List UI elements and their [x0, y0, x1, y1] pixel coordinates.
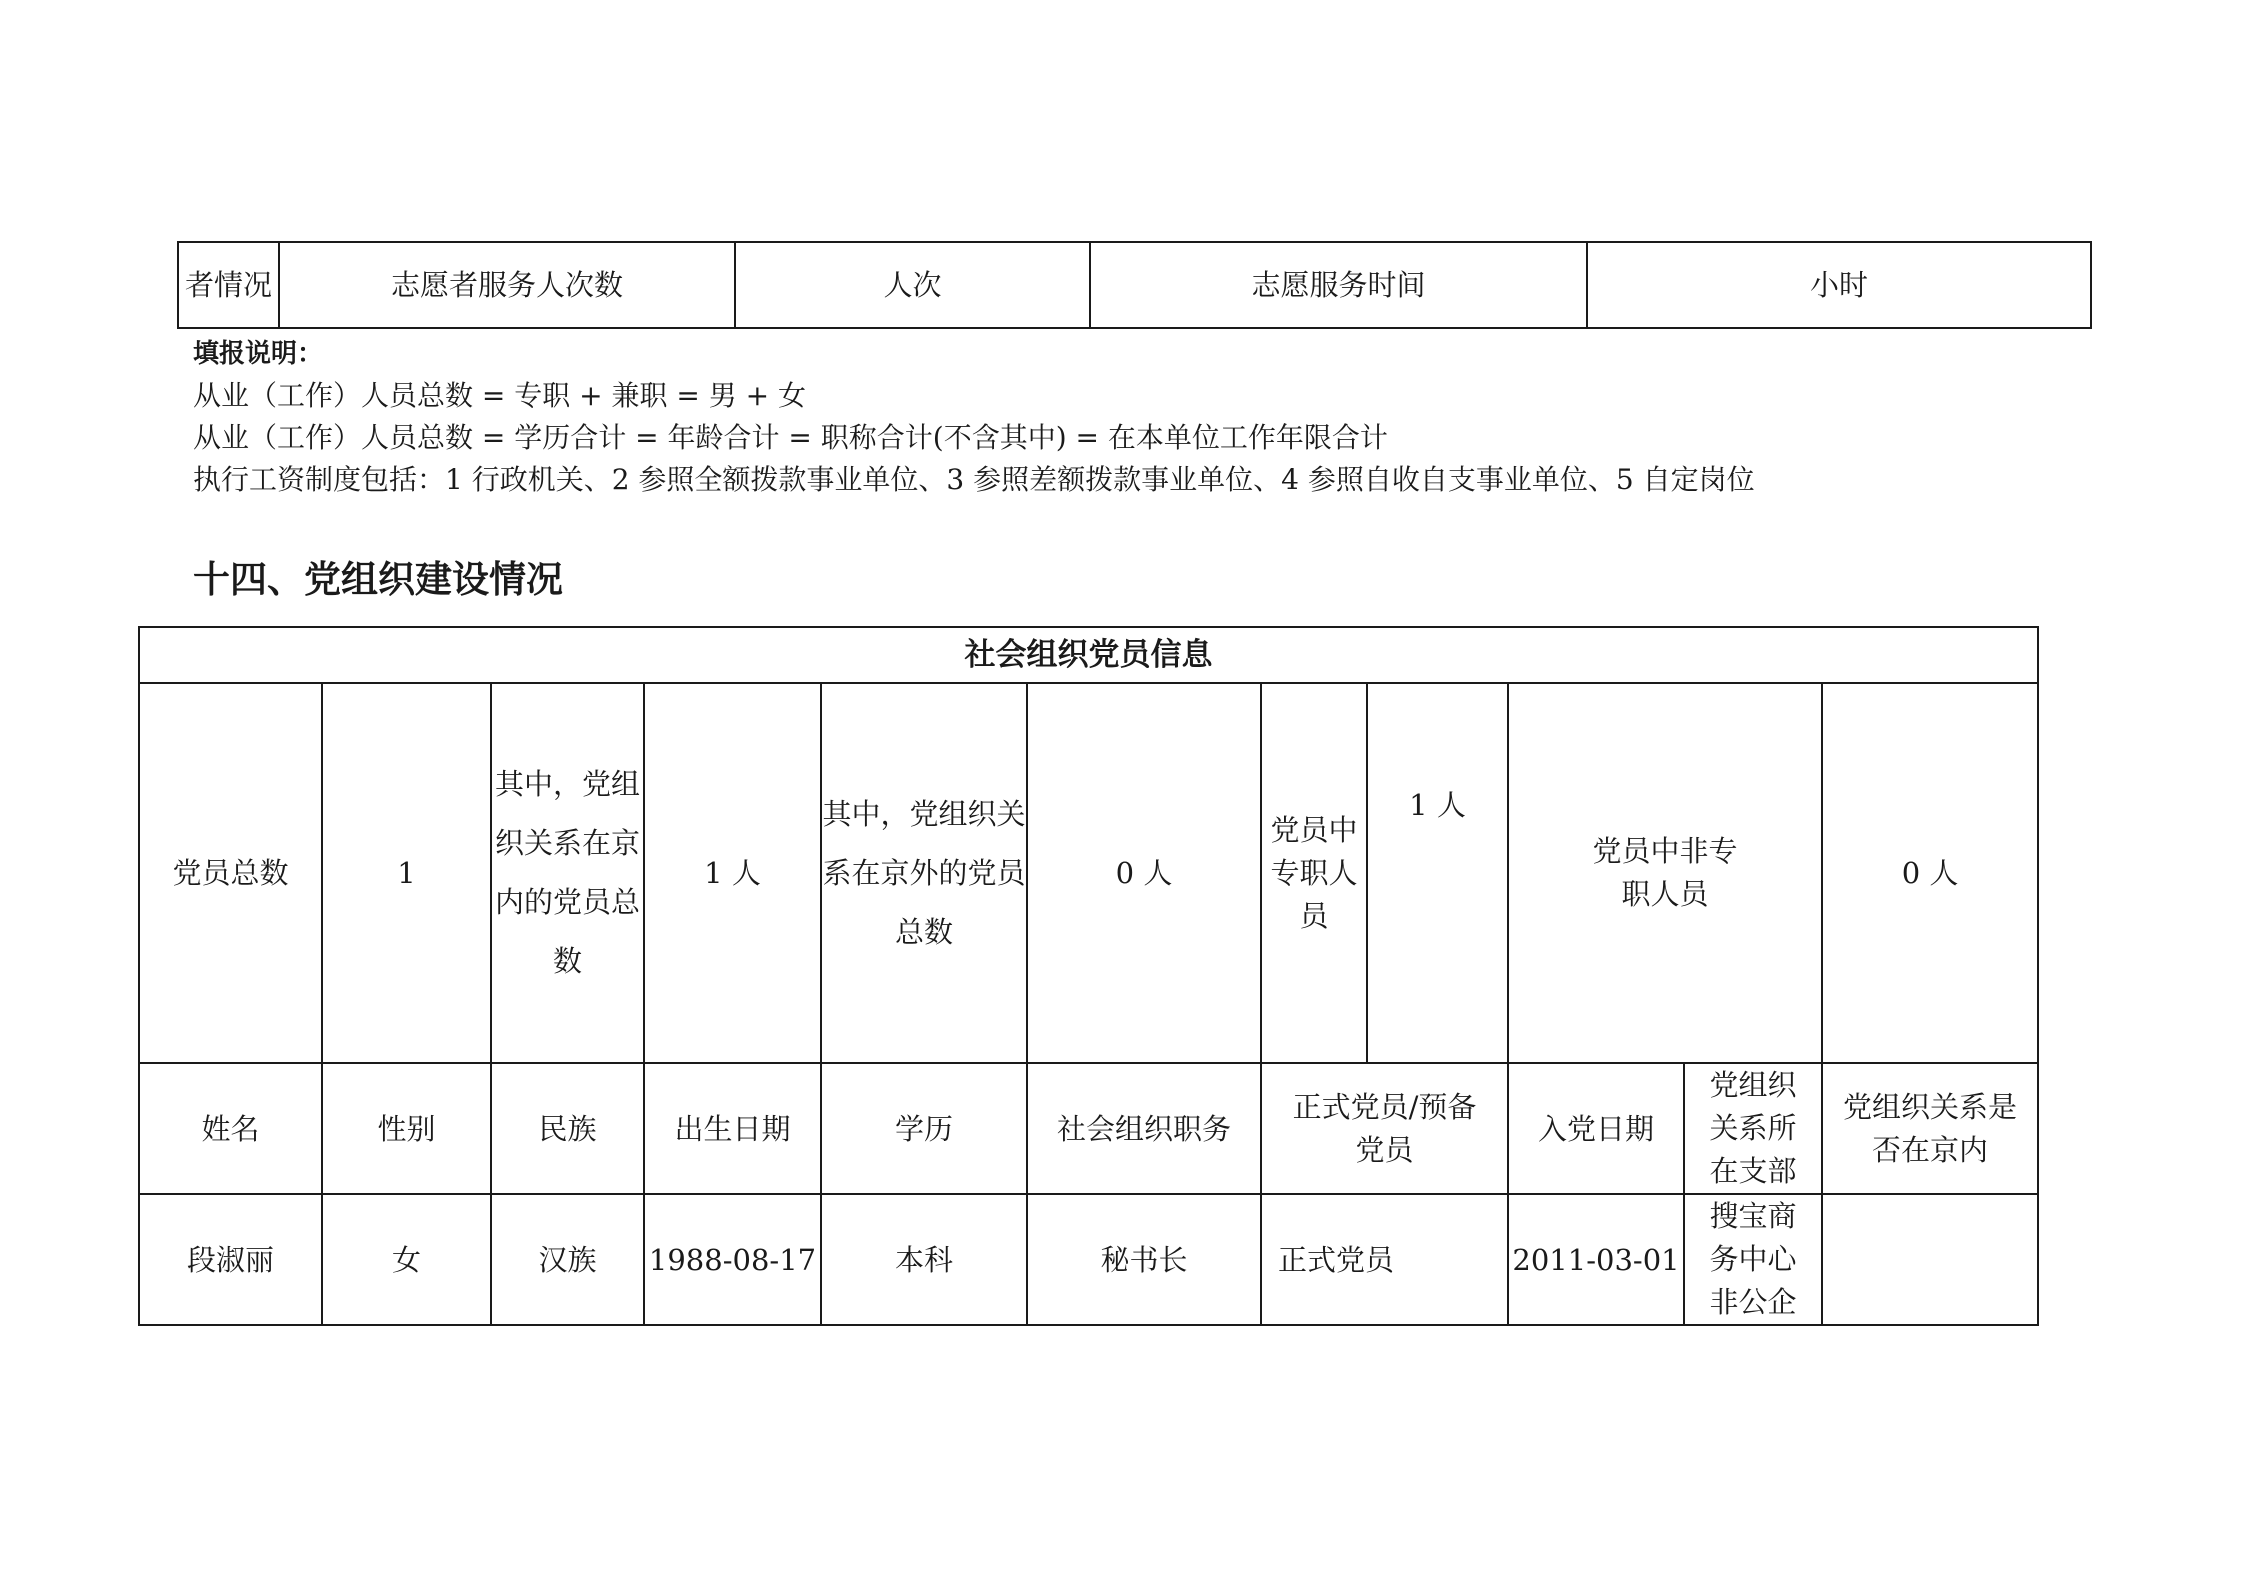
party-table-title: 社会组织党员信息 [139, 627, 2038, 683]
cell-name: 段淑丽 [139, 1194, 322, 1325]
col-ethnicity: 民族 [491, 1063, 644, 1194]
section-title: 十四、党组织建设情况 [193, 558, 563, 601]
col-gender: 性别 [322, 1063, 491, 1194]
notes-line-2: 从业（工作）人员总数 = 学历合计 = 年龄合计 = 职称合计(不含其中) = 在本单位工作年限合计 [193, 421, 1388, 454]
col-branch: 党组织关系所在支部 [1684, 1063, 1822, 1194]
volunteer-time-label: 志愿服务时间 [1090, 242, 1587, 328]
cell-join-date: 2011-03-01 [1508, 1194, 1684, 1325]
col-in-beijing: 党组织关系是否在京内 [1822, 1063, 2038, 1194]
outside-beijing-value: 0 人 [1027, 683, 1261, 1063]
volunteer-time-unit: 小时 [1587, 242, 2091, 328]
notes-title: 填报说明： [193, 339, 324, 369]
col-position: 社会组织职务 [1027, 1063, 1261, 1194]
total-members-label: 党员总数 [139, 683, 322, 1063]
outside-beijing-label: 其中，党组织关系在京外的党员总数 [821, 683, 1027, 1063]
col-name: 姓名 [139, 1063, 322, 1194]
cell-birthdate: 1988-08-17 [644, 1194, 821, 1325]
party-member-table [138, 626, 2039, 1326]
volunteer-table [177, 241, 2092, 329]
cell-branch: 搜宝商务中心非公企 [1684, 1194, 1822, 1325]
col-education: 学历 [821, 1063, 1027, 1194]
cell-education: 本科 [821, 1194, 1027, 1325]
cell-in-beijing [1822, 1194, 2038, 1325]
volunteer-count-label: 志愿者服务人次数 [279, 242, 735, 328]
fulltime-value: 1 人 [1367, 683, 1508, 1063]
party-columns-row [139, 1063, 2038, 1194]
cell-gender: 女 [322, 1194, 491, 1325]
col-member-status: 正式党员/预备党员 [1261, 1063, 1508, 1194]
col-join-date: 入党日期 [1508, 1063, 1684, 1194]
cell-ethnicity: 汉族 [491, 1194, 644, 1325]
volunteer-row [178, 242, 2091, 328]
col-birthdate: 出生日期 [644, 1063, 821, 1194]
cell-member-status: 正式党员 [1261, 1194, 1508, 1325]
volunteer-header: 者情况 [178, 242, 279, 328]
in-beijing-value: 1 人 [644, 683, 821, 1063]
parttime-label: 党员中非专职人员 [1508, 683, 1822, 1063]
party-title-row [139, 627, 2038, 683]
in-beijing-label: 其中，党组织关系在京内的党员总数 [491, 683, 644, 1063]
notes-line-1: 从业（工作）人员总数 = 专职 + 兼职 = 男 + 女 [193, 379, 807, 412]
party-summary-row [139, 683, 2038, 1063]
parttime-value: 0 人 [1822, 683, 2038, 1063]
volunteer-count-unit: 人次 [735, 242, 1090, 328]
notes-line-3: 执行工资制度包括：1 行政机关、2 参照全额拨款事业单位、3 参照差额拨款事业单位、4 参照自收自支事业单位、5 自定岗位 [193, 463, 1755, 496]
filling-notes [193, 333, 1755, 501]
fulltime-label: 党员中专职人员 [1261, 683, 1367, 1063]
table-row [139, 1194, 2038, 1325]
cell-position: 秘书长 [1027, 1194, 1261, 1325]
total-members-value: 1 [322, 683, 491, 1063]
